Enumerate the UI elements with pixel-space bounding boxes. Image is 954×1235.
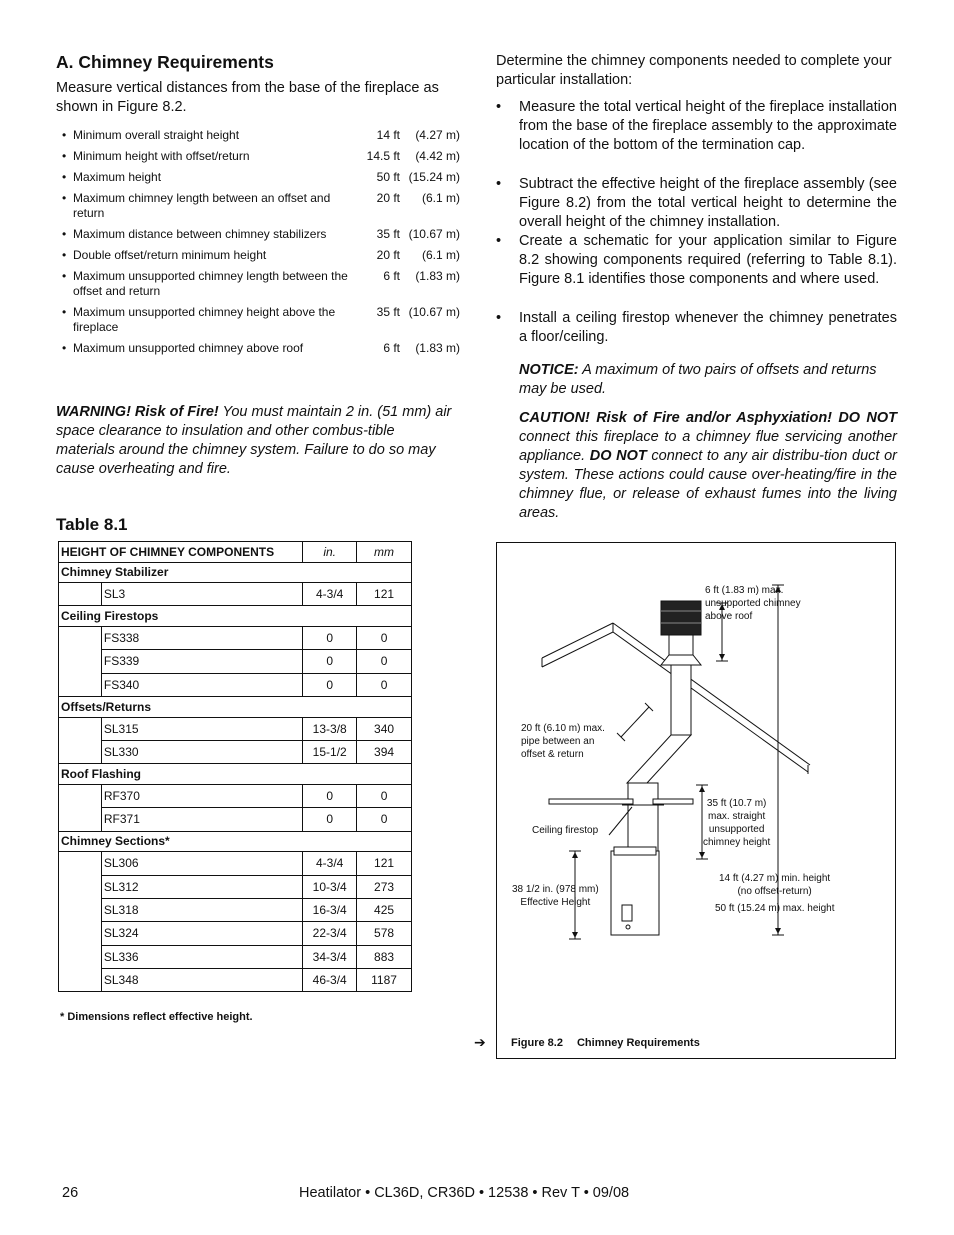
label-min-height bbox=[719, 872, 830, 898]
table-row bbox=[59, 673, 412, 696]
label-effective-height bbox=[512, 883, 599, 909]
mm-cell: 273 bbox=[357, 875, 412, 898]
mm-cell: 425 bbox=[357, 898, 412, 921]
list-item: • Double offset/return minimum height 20 ft (6.1 m) bbox=[62, 248, 460, 262]
mm-cell: 1187 bbox=[357, 969, 412, 992]
table-group-row bbox=[59, 606, 412, 627]
table-row bbox=[59, 945, 412, 968]
mm-cell: 883 bbox=[357, 945, 412, 968]
mm-cell: 121 bbox=[357, 852, 412, 875]
bullet-text: Measure the total vertical height of the fireplace installation from the base of the fireplace assembly to the approximate location of the bottom of the termination cap. bbox=[519, 99, 897, 153]
table-group-row bbox=[59, 831, 412, 852]
table-row bbox=[59, 898, 412, 921]
in-cell: 0 bbox=[303, 626, 357, 649]
list-item: • Minimum overall straight height 14 ft (4.27 m) bbox=[62, 128, 460, 142]
mm-cell: 394 bbox=[357, 740, 412, 763]
part-cell: SL315 bbox=[101, 717, 302, 740]
req-label: Maximum unsupported chimney above roof bbox=[73, 341, 304, 355]
ceiling-left bbox=[549, 799, 633, 804]
part-cell: SL306 bbox=[101, 852, 302, 875]
intro-text: Measure vertical distances from the base of the fireplace as shown in Figure 8.2. bbox=[56, 80, 439, 115]
req-m: (6.1 m) bbox=[421, 191, 460, 205]
req-ft: 35 ft bbox=[376, 227, 400, 241]
label-line: 38 1/2 in. (978 mm) bbox=[512, 884, 599, 895]
in-cell: 10-3/4 bbox=[303, 875, 357, 898]
list-item: • Subtract the effective height of the fireplace assembly (see Figure 8.2) from the total vertical height to determine the overall height of the chimney installation. bbox=[496, 176, 897, 230]
req-label: Maximum height bbox=[73, 170, 162, 184]
list-item: • Maximum height 50 ft (15.24 m) bbox=[62, 170, 460, 184]
part-cell: SL336 bbox=[101, 945, 302, 968]
part-cell: SL3 bbox=[101, 583, 302, 606]
notice-body: A maximum of two pairs of offsets and returns may be used. bbox=[519, 362, 877, 397]
list-item: • Install a ceiling firestop whenever the chimney penetrates a floor/ceiling. bbox=[496, 310, 897, 345]
req-label: Double offset/return minimum height bbox=[73, 248, 267, 262]
table-row bbox=[59, 626, 412, 649]
req-m: (4.27 m) bbox=[415, 128, 460, 142]
label-line: chimney height bbox=[703, 837, 771, 848]
table-row bbox=[59, 852, 412, 875]
warning-text: You must maintain 2 in. (51 mm) air space clearance to insulation and other combus-tible materials around the chimney system. Failure to do so may cause overheating and fire. bbox=[56, 404, 452, 477]
mm-cell: 121 bbox=[357, 583, 412, 606]
bullet-text: Install a ceiling firestop whenever the chimney penetrates a floor/ceiling. bbox=[519, 310, 897, 345]
part-cell: RF371 bbox=[101, 808, 302, 831]
chimney-diagram bbox=[497, 543, 897, 1060]
header-mm: mm bbox=[357, 542, 412, 563]
label-offset-pipe bbox=[521, 722, 605, 761]
label-line: offset & return bbox=[521, 749, 584, 760]
table-row bbox=[59, 969, 412, 992]
label-line: 35 ft (10.7 m) bbox=[706, 798, 767, 809]
req-ft: 20 ft bbox=[376, 191, 400, 205]
part-cell: SL318 bbox=[101, 898, 302, 921]
list-item: • Measure the total vertical height of the fireplace installation from the base of the fireplace assembly to the approximate location of the bottom of the termination cap. bbox=[496, 99, 897, 153]
part-cell: RF370 bbox=[101, 784, 302, 807]
warning-lead: WARNING! Risk of Fire! bbox=[56, 404, 219, 420]
in-cell: 0 bbox=[303, 673, 357, 696]
table-header-row bbox=[59, 542, 412, 563]
table-row bbox=[59, 583, 412, 606]
part-cell: FS339 bbox=[101, 650, 302, 673]
caution-lead: CAUTION! Risk of Fire and/or Asphyxiation! DO NOT bbox=[519, 410, 897, 426]
in-cell: 16-3/4 bbox=[303, 898, 357, 921]
group-name: Ceiling Firestops bbox=[59, 606, 412, 627]
group-name: Offsets/Returns bbox=[59, 697, 412, 718]
req-ft: 6 ft bbox=[383, 341, 400, 355]
table-title: Table 8.1 bbox=[56, 515, 128, 534]
table-footnote: * Dimensions reflect effective height. bbox=[60, 1011, 253, 1023]
mm-cell: 340 bbox=[357, 717, 412, 740]
req-m: (6.1 m) bbox=[421, 248, 460, 262]
label-line: unsupported chimney bbox=[705, 598, 801, 609]
label-line: 14 ft (4.27 m) min. height bbox=[719, 873, 831, 884]
req-m: (10.67 m) bbox=[408, 305, 460, 319]
ceiling-right bbox=[653, 799, 693, 804]
label-straight bbox=[703, 797, 770, 849]
req-m: (1.83 m) bbox=[415, 269, 460, 283]
mm-cell: 0 bbox=[357, 808, 412, 831]
part-cell: FS338 bbox=[101, 626, 302, 649]
offset-pipe bbox=[627, 735, 691, 783]
fire-warning bbox=[56, 403, 456, 479]
in-cell: 46-3/4 bbox=[303, 969, 357, 992]
list-item: • Maximum distance between chimney stabilizers 35 ft (10.67 m) bbox=[62, 227, 460, 241]
requirements-list bbox=[62, 128, 460, 362]
req-label: Maximum unsupported chimney height above the fireplace bbox=[73, 305, 336, 334]
req-m: (4.42 m) bbox=[415, 149, 460, 163]
req-m: (1.83 m) bbox=[415, 341, 460, 355]
list-item: • Maximum unsupported chimney length between the offset and return 6 ft (1.83 m) bbox=[62, 269, 460, 298]
components-table bbox=[58, 541, 412, 992]
figure-caption bbox=[511, 1037, 700, 1049]
in-cell: 22-3/4 bbox=[303, 922, 357, 945]
req-label: Maximum chimney length between an offset and return bbox=[73, 191, 331, 220]
mm-cell: 0 bbox=[357, 626, 412, 649]
req-label: Minimum overall straight height bbox=[73, 128, 240, 142]
mm-cell: 0 bbox=[357, 650, 412, 673]
footer-doc-info: Heatilator • CL36D, CR36D • 12538 • Rev T • 09/08 bbox=[299, 1185, 630, 1201]
in-cell: 0 bbox=[303, 808, 357, 831]
req-ft: 50 ft bbox=[376, 170, 400, 184]
termination-cap bbox=[661, 601, 701, 635]
table-group-row bbox=[59, 697, 412, 718]
req-label: Minimum height with offset/return bbox=[73, 149, 250, 163]
req-ft: 35 ft bbox=[376, 305, 400, 319]
dim-offset bbox=[621, 707, 649, 737]
caution-body-2: connect to any air distribu-tion duct or system. These actions could cause over-heating/fire in the chimney flue, or release of exhaust fumes into the living areas. bbox=[519, 448, 897, 521]
table-group-row bbox=[59, 562, 412, 583]
in-cell: 0 bbox=[303, 650, 357, 673]
label-line: 6 ft (1.83 m) max. bbox=[705, 585, 784, 596]
lower-pipe bbox=[628, 783, 658, 851]
notice-lead: NOTICE: bbox=[519, 362, 579, 378]
group-name: Chimney Stabilizer bbox=[59, 562, 412, 583]
req-m: (15.24 m) bbox=[408, 170, 460, 184]
figure-8-2 bbox=[496, 542, 896, 1059]
arrow-right-icon: ➔ bbox=[474, 1034, 486, 1050]
page-number: 26 bbox=[62, 1185, 79, 1201]
section-title: A. Chimney Requirements bbox=[56, 52, 274, 72]
bullet-text: Create a schematic for your application similar to Figure 8.2 showing components required (referring to Table 8.1). Figure 8.1 identifies those components and where used. bbox=[519, 233, 897, 287]
mm-cell: 0 bbox=[357, 784, 412, 807]
figure-name: Chimney Requirements bbox=[576, 1037, 700, 1049]
table-row bbox=[59, 875, 412, 898]
upper-pipe bbox=[671, 665, 691, 735]
part-cell: SL312 bbox=[101, 875, 302, 898]
list-item: • Create a schematic for your application similar to Figure 8.2 showing components required (referring to Table 8.1). Figure 8.1 identifies those components and where used. bbox=[496, 233, 897, 287]
caution-text bbox=[519, 409, 897, 523]
notice-text bbox=[519, 361, 897, 399]
req-m: (10.67 m) bbox=[408, 227, 460, 241]
list-item: • Maximum unsupported chimney above roof 6 ft (1.83 m) bbox=[62, 341, 460, 355]
table-row bbox=[59, 922, 412, 945]
label-line: pipe between an bbox=[521, 736, 595, 747]
mm-cell: 0 bbox=[357, 673, 412, 696]
table-row bbox=[59, 784, 412, 807]
header-name: HEIGHT OF CHIMNEY COMPONENTS bbox=[59, 542, 303, 563]
group-name: Roof Flashing bbox=[59, 764, 412, 785]
part-cell: SL324 bbox=[101, 922, 302, 945]
part-cell: SL348 bbox=[101, 969, 302, 992]
in-cell: 34-3/4 bbox=[303, 945, 357, 968]
list-item: • Minimum height with offset/return 14.5 ft (4.42 m) bbox=[62, 149, 460, 163]
list-item: • Maximum chimney length between an offset and return 20 ft (6.1 m) bbox=[62, 191, 460, 220]
in-cell: 15-1/2 bbox=[303, 740, 357, 763]
label-above-roof bbox=[705, 584, 801, 623]
caution-donot: DO NOT bbox=[589, 448, 647, 464]
table-group-row bbox=[59, 764, 412, 785]
req-ft: 14 ft bbox=[376, 128, 400, 142]
figure-number: Figure 8.2 bbox=[511, 1037, 563, 1049]
part-cell: FS340 bbox=[101, 673, 302, 696]
mm-cell: 578 bbox=[357, 922, 412, 945]
label-line: unsupported bbox=[708, 824, 765, 835]
header-in: in. bbox=[303, 542, 357, 563]
label-line: Effective Height bbox=[520, 897, 591, 908]
req-ft: 20 ft bbox=[376, 248, 400, 262]
req-ft: 14.5 ft bbox=[366, 149, 400, 163]
caution-body-1: connect this fireplace to a chimney flue servicing another appliance. bbox=[519, 429, 897, 464]
right-intro: Determine the chimney components needed to complete your particular installation: bbox=[496, 53, 892, 88]
in-cell: 4-3/4 bbox=[303, 852, 357, 875]
label-max-height: 50 ft (15.24 m) max. height bbox=[715, 903, 835, 914]
group-name: Chimney Sections* bbox=[59, 831, 412, 852]
bullet-text: Subtract the effective height of the fireplace assembly (see Figure 8.2) from the total vertical height to determine the overall height of the chimney installation. bbox=[519, 176, 897, 230]
in-cell: 13-3/8 bbox=[303, 717, 357, 740]
label-line: (no offset-return) bbox=[737, 886, 812, 897]
label-line: above roof bbox=[705, 611, 753, 622]
in-cell: 0 bbox=[303, 784, 357, 807]
label-ceiling-firestop: Ceiling firestop bbox=[532, 825, 599, 836]
req-label: Maximum distance between chimney stabilizers bbox=[73, 227, 327, 241]
req-ft: 6 ft bbox=[383, 269, 400, 283]
in-cell: 4-3/4 bbox=[303, 583, 357, 606]
list-item: • Maximum unsupported chimney height above the fireplace 35 ft (10.67 m) bbox=[62, 305, 460, 334]
label-line: max. straight bbox=[708, 811, 766, 822]
table-row bbox=[59, 650, 412, 673]
table-row bbox=[59, 808, 412, 831]
table-row bbox=[59, 740, 412, 763]
part-cell: SL330 bbox=[101, 740, 302, 763]
table-row bbox=[59, 717, 412, 740]
fireplace-unit bbox=[611, 851, 659, 935]
label-line: 20 ft (6.10 m) max. bbox=[521, 723, 605, 734]
req-label: Maximum unsupported chimney length between the offset and return bbox=[73, 269, 348, 298]
